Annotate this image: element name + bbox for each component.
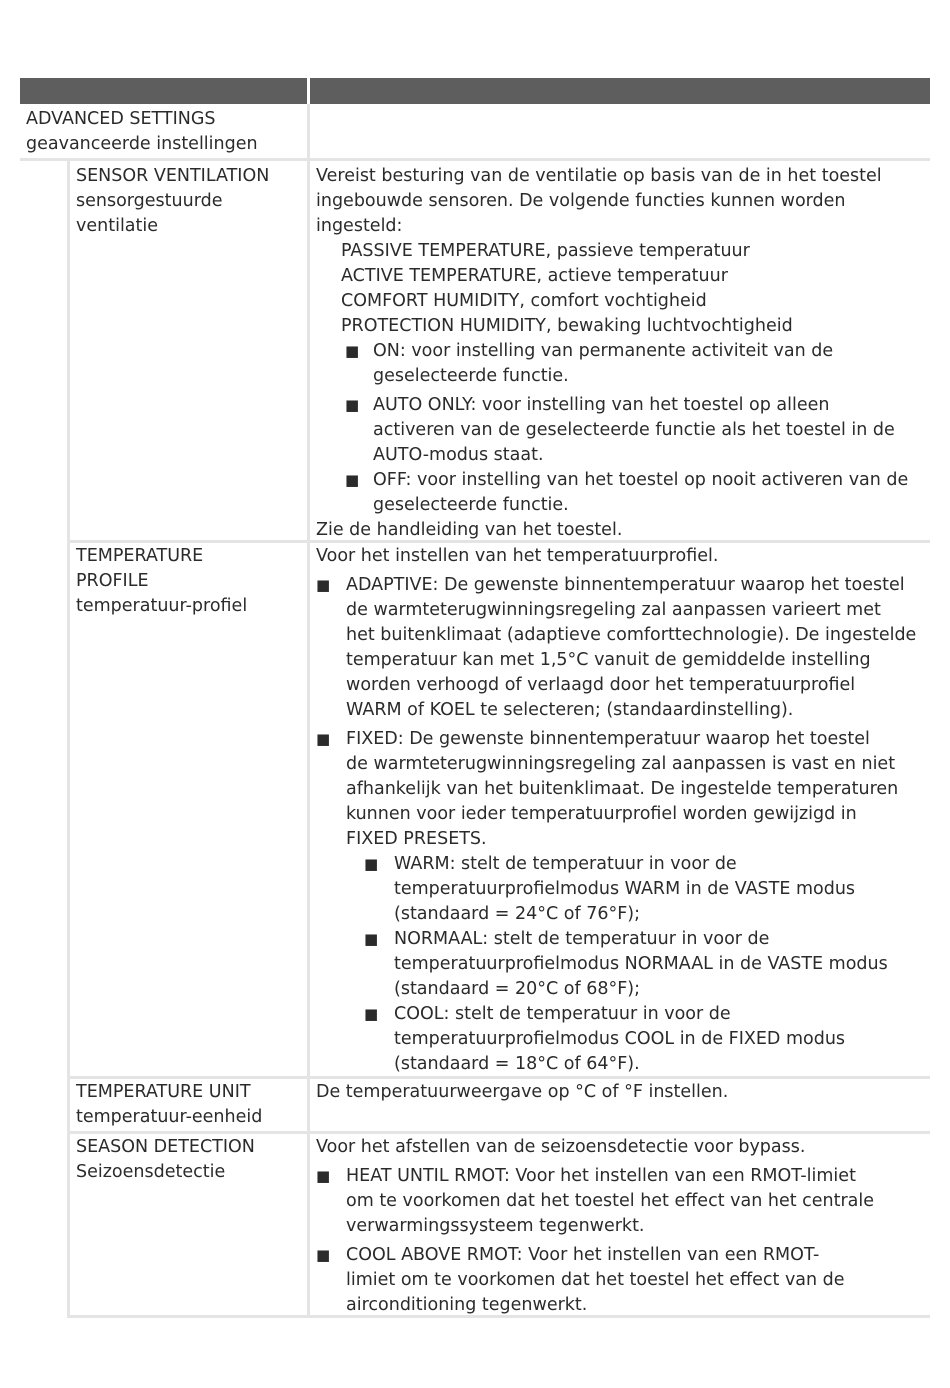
bullet-icon: ■: [364, 1005, 379, 1023]
setting-desc-sensor-ventilation: [316, 164, 930, 543]
bullet-icon: ■: [316, 576, 331, 594]
preset-normaal: ■ NORMAAL: stelt de temperatuur in voor de temperatuurprofielmodus NORMAAL in de VASTE modus (standaard = 20°C of 68°F);: [364, 929, 888, 999]
desc-line: Voor het afstellen van de seizoensdetectie voor bypass.: [316, 1137, 806, 1157]
bullet-icon: ■: [345, 396, 360, 414]
bullet-icon: ■: [316, 730, 331, 748]
setting-desc-temperature-unit: [316, 1080, 930, 1105]
desc-line: De temperatuurweergave op °C of °F instellen.: [316, 1082, 729, 1102]
function-item: COMFORT HUMIDITY, comfort vochtigheid: [341, 291, 707, 311]
table-header-right: [310, 78, 930, 104]
setting-name-line: temperatuur-profiel: [76, 596, 248, 616]
desc-footer: Zie de handleiding van het toestel.: [316, 520, 623, 540]
row-separator: [67, 1131, 930, 1134]
bullet-icon: ■: [364, 855, 379, 873]
setting-name-sensor-ventilation: [76, 164, 269, 239]
setting-name-line: temperatuur-eenheid: [76, 1107, 263, 1127]
setting-name-line: PROFILE: [76, 571, 149, 591]
option-off: ■ OFF: voor instelling van het toestel op nooit activeren van de geselecteerde functie.: [345, 470, 909, 515]
bullet-icon: ■: [364, 930, 379, 948]
setting-name-temperature-profile: [76, 544, 247, 619]
desc-line: Vereist besturing van de ventilatie op basis van de in het toestel: [316, 166, 882, 186]
option-fixed: ■ FIXED: De gewenste binnentemperatuur waarop het toestel de warmteterugwinningsregeling zal aanpassen is vast en niet afhankelijk van het buitenklimaat. De ingestelde temperaturen kunnen voor ieder temperatuurprofiel worden gewijzigd in FIXED PRESETS.: [316, 729, 899, 849]
setting-name-line: SENSOR VENTILATION: [76, 166, 270, 186]
setting-desc-season-detection: [316, 1135, 930, 1318]
bullet-icon: ■: [316, 1246, 331, 1264]
option-cool-above-rmot: ■ COOL ABOVE RMOT: Voor het instellen van een RMOT- limiet om te voorkomen dat het toestel het effect van de airconditioning tegenwerkt.: [316, 1245, 845, 1315]
preset-cool: ■ COOL: stelt de temperatuur in voor de temperatuurprofielmodus COOL in de FIXED modus (standaard = 18°C of 64°F).: [364, 1004, 846, 1074]
setting-desc-temperature-profile: [316, 544, 930, 1077]
bullet-icon: ■: [345, 342, 360, 360]
setting-name-line: sensorgestuurde: [76, 191, 223, 211]
function-item: ACTIVE TEMPERATURE, actieve temperatuur: [341, 266, 728, 286]
setting-name-line: ventilatie: [76, 216, 159, 236]
setting-name-line: Seizoensdetectie: [76, 1162, 226, 1182]
option-heat-until-rmot: ■ HEAT UNTIL RMOT: Voor het instellen van een RMOT-limiet om te voorkomen dat het toestel het effect van het centrale verwarmingssysteem tegenwerkt.: [316, 1166, 875, 1236]
option-adaptive: ■ ADAPTIVE: De gewenste binnentemperatuur waarop het toestel de warmteterugwinningsregeling zal aanpassen varieert met het buitenklimaat (adaptieve comforttechnologie). De ingestelde temperatuur kan met 1,5°C vanuit de gemiddelde instelling worden verhoogd of verlaagd door het temperatuurprofiel WARM of KOEL te selecteren; (standaardinstelling).: [316, 575, 917, 720]
section-heading: [26, 107, 258, 157]
indent-divider: [67, 160, 70, 1318]
section-subtitle: geavanceerde instellingen: [26, 134, 258, 154]
function-item: PASSIVE TEMPERATURE, passieve temperatuur: [341, 241, 750, 261]
option-auto-only: ■ AUTO ONLY: voor instelling van het toestel op alleen activeren van de geselecteerde functie als het toestel in de AUTO-modus staat.: [345, 395, 895, 465]
setting-name-line: TEMPERATURE UNIT: [76, 1082, 251, 1102]
function-item: PROTECTION HUMIDITY, bewaking luchtvochtigheid: [341, 316, 793, 336]
bullet-icon: ■: [316, 1167, 331, 1185]
setting-name-line: SEASON DETECTION: [76, 1137, 255, 1157]
setting-name-line: TEMPERATURE: [76, 546, 204, 566]
setting-name-temperature-unit: [76, 1080, 262, 1130]
column-divider: [307, 104, 310, 1318]
bullet-icon: ■: [345, 471, 360, 489]
row-separator: [20, 158, 930, 161]
table-header-left: [20, 78, 307, 104]
preset-warm: ■ WARM: stelt de temperatuur in voor de temperatuurprofielmodus WARM in de VASTE modus (standaard = 24°C of 76°F);: [364, 854, 856, 924]
section-title: ADVANCED SETTINGS: [26, 109, 216, 129]
desc-line: ingesteld:: [316, 216, 403, 236]
desc-line: Voor het instellen van het temperatuurprofiel.: [316, 546, 719, 566]
option-on: ■ ON: voor instelling van permanente activiteit van de geselecteerde functie.: [345, 341, 834, 386]
desc-line: ingebouwde sensoren. De volgende functies kunnen worden: [316, 191, 846, 211]
setting-name-season-detection: [76, 1135, 255, 1185]
